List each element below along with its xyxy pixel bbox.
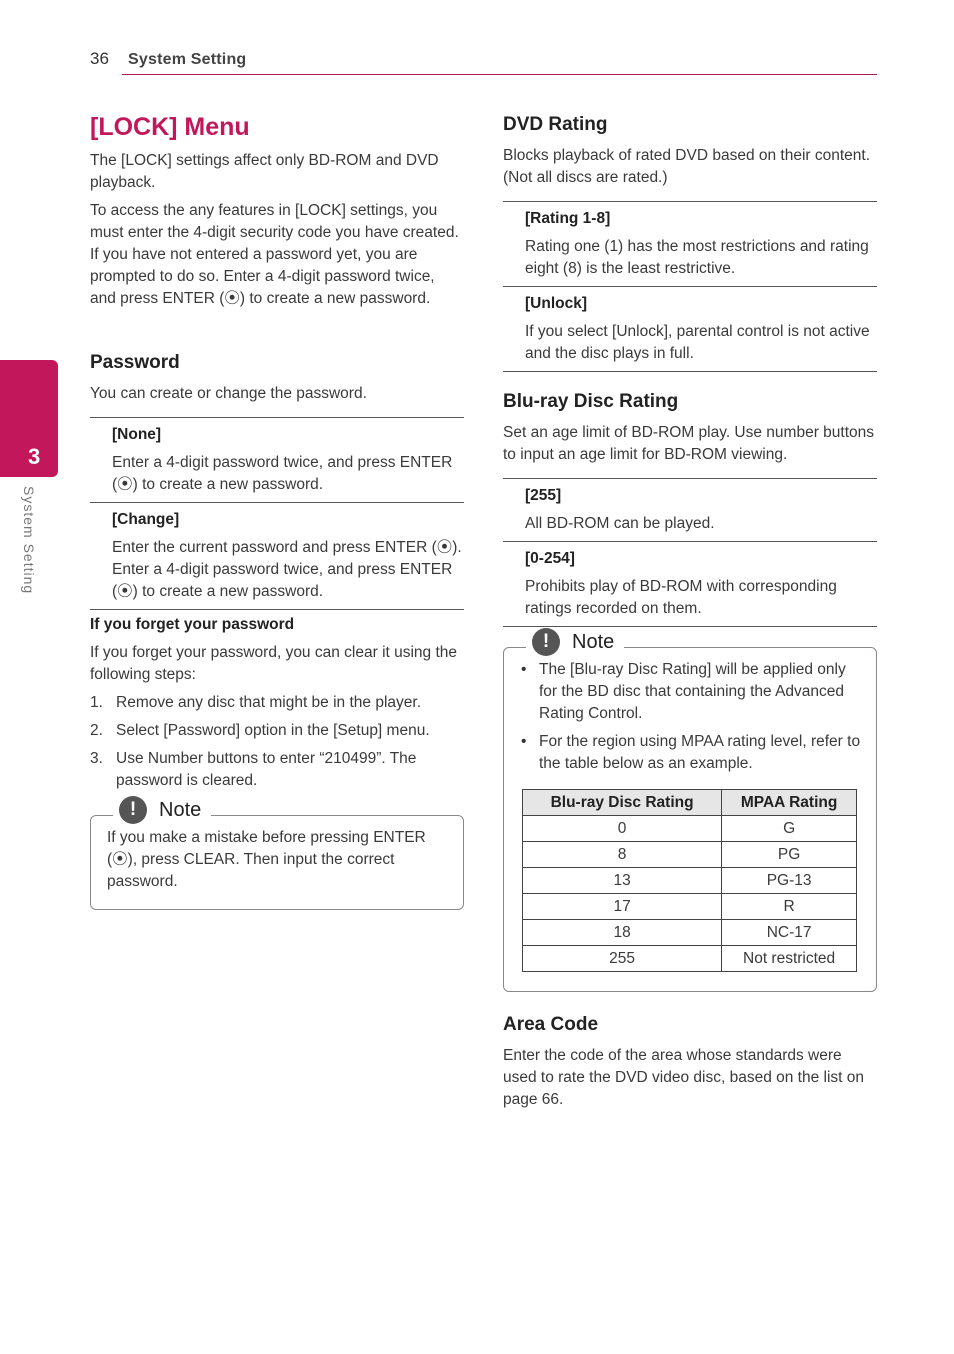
mpaa-rating-table <box>522 789 857 972</box>
step-number: 2. <box>90 722 103 739</box>
header-rule <box>122 74 877 75</box>
option-key: [None] <box>112 426 162 443</box>
exclamation-icon: ! <box>532 628 560 656</box>
intro-paragraph-2: To access the any features in [LOCK] settings, you must enter the 4-digit security code you have created. <box>90 202 459 241</box>
table-row <box>523 842 857 868</box>
table-cell: 8 <box>523 842 722 868</box>
column-header: MPAA Rating <box>722 790 857 816</box>
note-bullets <box>519 659 864 781</box>
exclamation-icon: ! <box>119 796 147 824</box>
table-cell: Not restricted <box>722 946 857 972</box>
table-cell: 255 <box>523 946 722 972</box>
table-cell: PG <box>722 842 857 868</box>
bluray-option-255 <box>503 479 877 541</box>
option-text: Enter a 4-digit password twice, and press ENTER (⦿) to create a new password. <box>112 454 453 493</box>
bluray-note-box <box>503 631 877 992</box>
area-code-section <box>503 1013 877 1111</box>
dvd-rating-options-table <box>503 201 877 372</box>
password-options-table <box>90 417 464 610</box>
list-item: • For the region using MPAA rating level, refer to the table below as an example. <box>519 731 864 775</box>
chapter-number: 3 <box>28 444 41 469</box>
option-key: [Unlock] <box>525 295 587 312</box>
note-title: Note <box>572 631 615 653</box>
dvd-rating-section <box>503 113 877 372</box>
table-cell: R <box>722 894 857 920</box>
table-cell: 18 <box>523 920 722 946</box>
table-header-row <box>523 790 857 816</box>
step-text: Remove any disc that might be in the player. <box>116 694 421 711</box>
step-text: Select [Password] option in the [Setup] menu. <box>116 722 430 739</box>
dvd-option-unlock <box>503 286 877 371</box>
password-note-box <box>90 799 464 910</box>
option-text: Prohibits play of BD-ROM with corresponding ratings recorded on them. <box>525 578 837 617</box>
chapter-label: System Setting <box>21 486 37 595</box>
note-header <box>526 628 624 656</box>
area-code-desc: Enter the code of the area whose standards were used to rate the DVD video disc, based on the list on page 66. <box>503 1047 865 1108</box>
note-header <box>113 796 211 824</box>
bluray-rating-options-table <box>503 478 877 627</box>
table-row <box>523 946 857 972</box>
table-cell: 17 <box>523 894 722 920</box>
option-key: [Rating 1-8] <box>525 210 611 227</box>
bluray-option-0-254 <box>503 541 877 626</box>
option-text: If you select [Unlock], parental control is not active and the disc plays in full. <box>525 323 870 362</box>
password-option-change <box>90 502 464 609</box>
page-number: 36 <box>90 49 109 68</box>
list-item: • The [Blu-ray Disc Rating] will be applied only for the BD disc that containing the Advanced Rating Control. <box>519 659 864 725</box>
note-text: If you make a mistake before pressing ENTER (⦿), press CLEAR. Then input the correct password. <box>107 829 426 890</box>
password-desc: You can create or change the password. <box>90 385 367 402</box>
running-header: System Setting <box>128 51 247 68</box>
dvd-rating-heading: DVD Rating <box>503 114 608 135</box>
password-section <box>90 351 464 798</box>
forget-password-desc: If you forget your password, you can clear it using the following steps: <box>90 644 458 683</box>
option-key: [255] <box>525 487 562 504</box>
table-cell: G <box>722 816 857 842</box>
note-title: Note <box>159 799 202 821</box>
table-cell: PG-13 <box>722 868 857 894</box>
column-header: Blu-ray Disc Rating <box>523 790 722 816</box>
option-text: Enter the current password and press ENTER (⦿). Enter a 4-digit password twice, and press ENTER (⦿) to create a new password. <box>112 539 462 600</box>
lock-menu-section <box>90 112 464 316</box>
list-item <box>90 692 464 714</box>
table-row <box>523 868 857 894</box>
password-option-none <box>90 418 464 502</box>
area-code-heading: Area Code <box>503 1014 599 1035</box>
bluray-rating-desc: Set an age limit of BD-ROM play. Use number buttons to input an age limit for BD-ROM viewing. <box>503 424 875 463</box>
table-row <box>523 920 857 946</box>
page-title: [LOCK] Menu <box>90 113 250 141</box>
forget-password-heading: If you forget your password <box>90 616 295 633</box>
option-key: [0-254] <box>525 550 575 567</box>
dvd-option-rating <box>503 202 877 286</box>
forget-steps-list <box>90 692 464 792</box>
table-row <box>523 894 857 920</box>
step-text: Use Number buttons to enter “210499”. The password is cleared. <box>116 750 417 789</box>
bluray-rating-heading: Blu-ray Disc Rating <box>503 391 679 412</box>
bluray-rating-section <box>503 390 877 627</box>
table-cell: 13 <box>523 868 722 894</box>
option-text: All BD-ROM can be played. <box>525 515 715 532</box>
password-heading: Password <box>90 352 180 373</box>
step-number: 1. <box>90 694 103 711</box>
option-text: Rating one (1) has the most restrictions and rating eight (8) is the least restrictive. <box>525 238 869 277</box>
option-key: [Change] <box>112 511 180 528</box>
list-item <box>90 748 464 792</box>
dvd-rating-desc: Blocks playback of rated DVD based on their content. (Not all discs are rated.) <box>503 147 871 186</box>
table-cell: NC-17 <box>722 920 857 946</box>
table-cell: 0 <box>523 816 722 842</box>
table-row <box>523 816 857 842</box>
intro-paragraph-1: The [LOCK] settings affect only BD-ROM and DVD playback. <box>90 152 439 191</box>
step-number: 3. <box>90 750 103 767</box>
intro-paragraph-3: If you have not entered a password yet, you are prompted to do so. Enter a 4-digit password twice, and press ENTER (⦿) to create a new password. <box>90 246 435 307</box>
list-item <box>90 720 464 742</box>
